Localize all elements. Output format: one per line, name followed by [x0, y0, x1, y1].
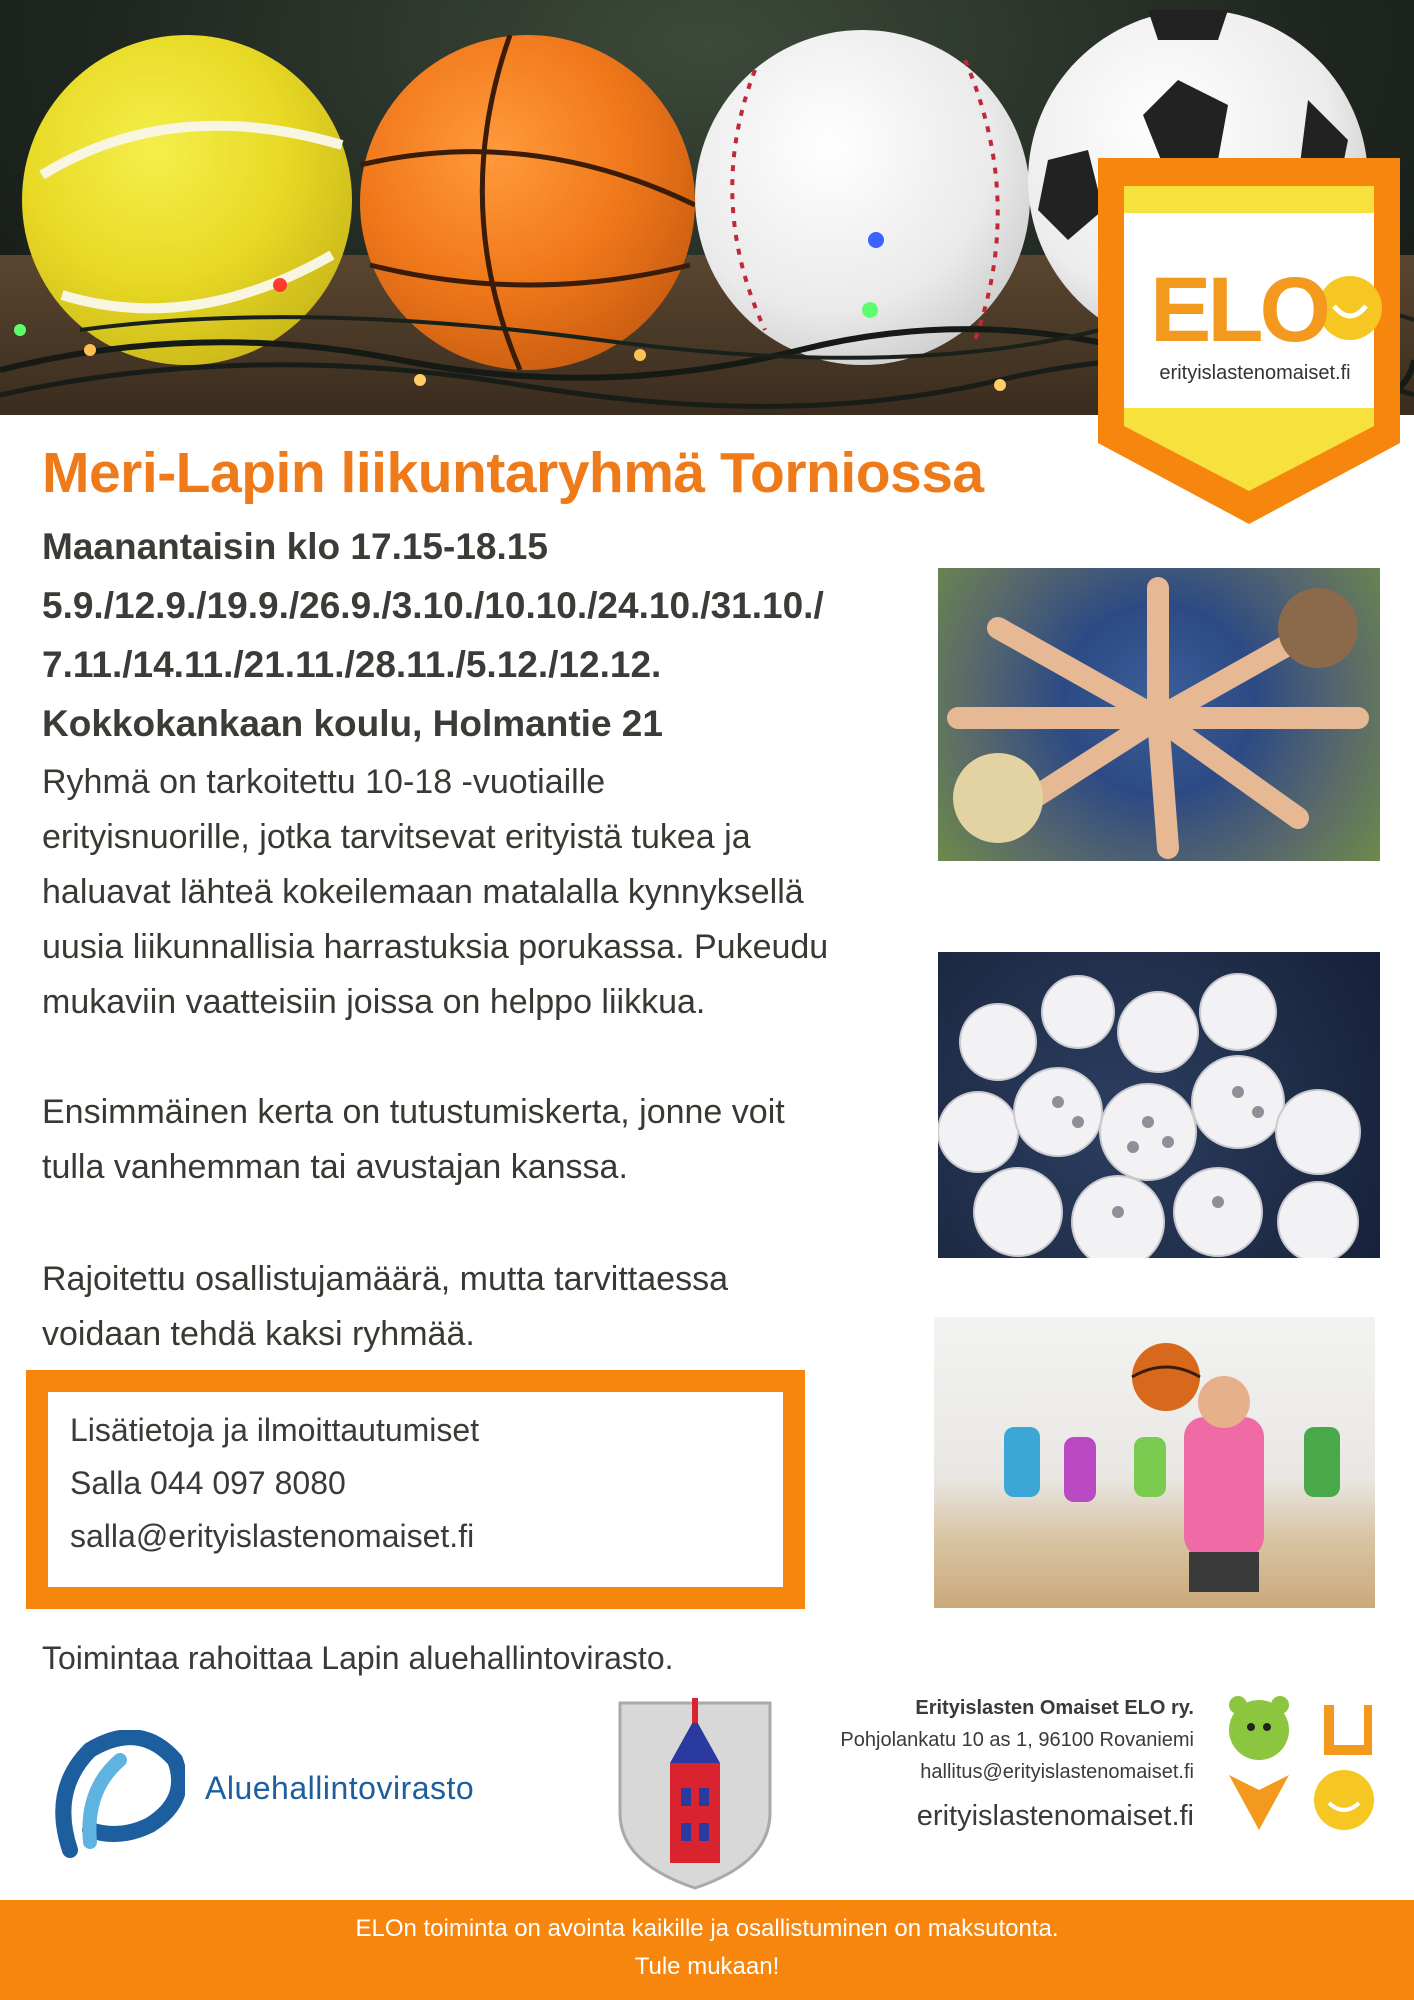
basketball-kids-photo: [934, 1317, 1375, 1608]
description-line: haluavat lähteä kokeilemaan matalalla kynnyksellä: [42, 873, 804, 911]
description-line: mukaviin vaatteisiin joissa on helppo liikkua.: [42, 983, 706, 1021]
tornio-coat-of-arms: [615, 1693, 775, 1893]
elo-badge-url: erityislastenomaiset.fi: [1159, 362, 1351, 384]
description-line: Ryhmä on tarkoitettu 10-18 -vuotiaille: [42, 763, 606, 801]
description-line: Rajoitettu osallistujamäärä, mutta tarvittaessa: [42, 1260, 728, 1298]
elo-mascots-logo: [1224, 1695, 1374, 1835]
elo-logo-text: ELO: [1150, 259, 1328, 361]
description-line: uusia liikunnallisia harrastuksia porukassa. Pukeudu: [42, 928, 829, 966]
bottom-banner: [0, 1900, 1414, 2000]
description-line: erityisnuorille, jotka tarvitsevat erityistä tukea ja: [42, 818, 751, 856]
description-paragraph-2: [42, 1085, 862, 1195]
contact-phone[interactable]: Salla 044 097 8080: [70, 1465, 346, 1501]
schedule-location: Kokkokankaan koulu, Holmantie 21: [42, 703, 663, 744]
schedule-dates-line-2: 7.11./14.11./21.11./28.11./5.12./12.12.: [42, 644, 662, 685]
contact-email-link[interactable]: salla@erityislastenomaiset.fi: [70, 1518, 475, 1554]
description-paragraph-3: [42, 1252, 862, 1362]
org-name: Erityislasten Omaiset ELO ry.: [915, 1697, 1194, 1719]
description-line: tulla vanhemman tai avustajan kanssa.: [42, 1148, 628, 1186]
contact-heading: Lisätietoja ja ilmoittautumiset: [70, 1412, 480, 1448]
schedule-dates-line-1: 5.9./12.9./19.9./26.9./3.10./10.10./24.10./31.10./: [42, 585, 824, 626]
description-line: Ensimmäinen kerta on tutustumiskerta, jonne voit: [42, 1093, 785, 1131]
floorball-balls-photo: [938, 952, 1380, 1258]
team-huddle-photo: [938, 568, 1380, 861]
funding-note: Toimintaa rahoittaa Lapin aluehallintovirasto.: [42, 1640, 674, 1676]
aluehallintovirasto-logo: [50, 1730, 185, 1858]
description-line: voidaan tehdä kaksi ryhmää.: [42, 1315, 475, 1353]
description-paragraph-1: [42, 755, 862, 1030]
org-address: Pohjolankatu 10 as 1, 96100 Rovaniemi: [840, 1729, 1194, 1751]
org-email-link[interactable]: hallitus@erityislastenomaiset.fi: [920, 1761, 1194, 1783]
page-title: Meri-Lapin liikuntaryhmä Torniossa: [42, 441, 984, 505]
org-website-link[interactable]: erityislastenomaiset.fi: [916, 1800, 1194, 1832]
aluehallintovirasto-name: Aluehallintovirasto: [205, 1770, 475, 1806]
bottom-banner-line-1: ELOn toiminta on avointa kaikille ja osallistuminen on maksutonta.: [355, 1915, 1059, 1942]
bottom-banner-line-2: Tule mukaan!: [634, 1953, 780, 1980]
schedule-time: Maanantaisin klo 17.15-18.15: [42, 526, 548, 567]
